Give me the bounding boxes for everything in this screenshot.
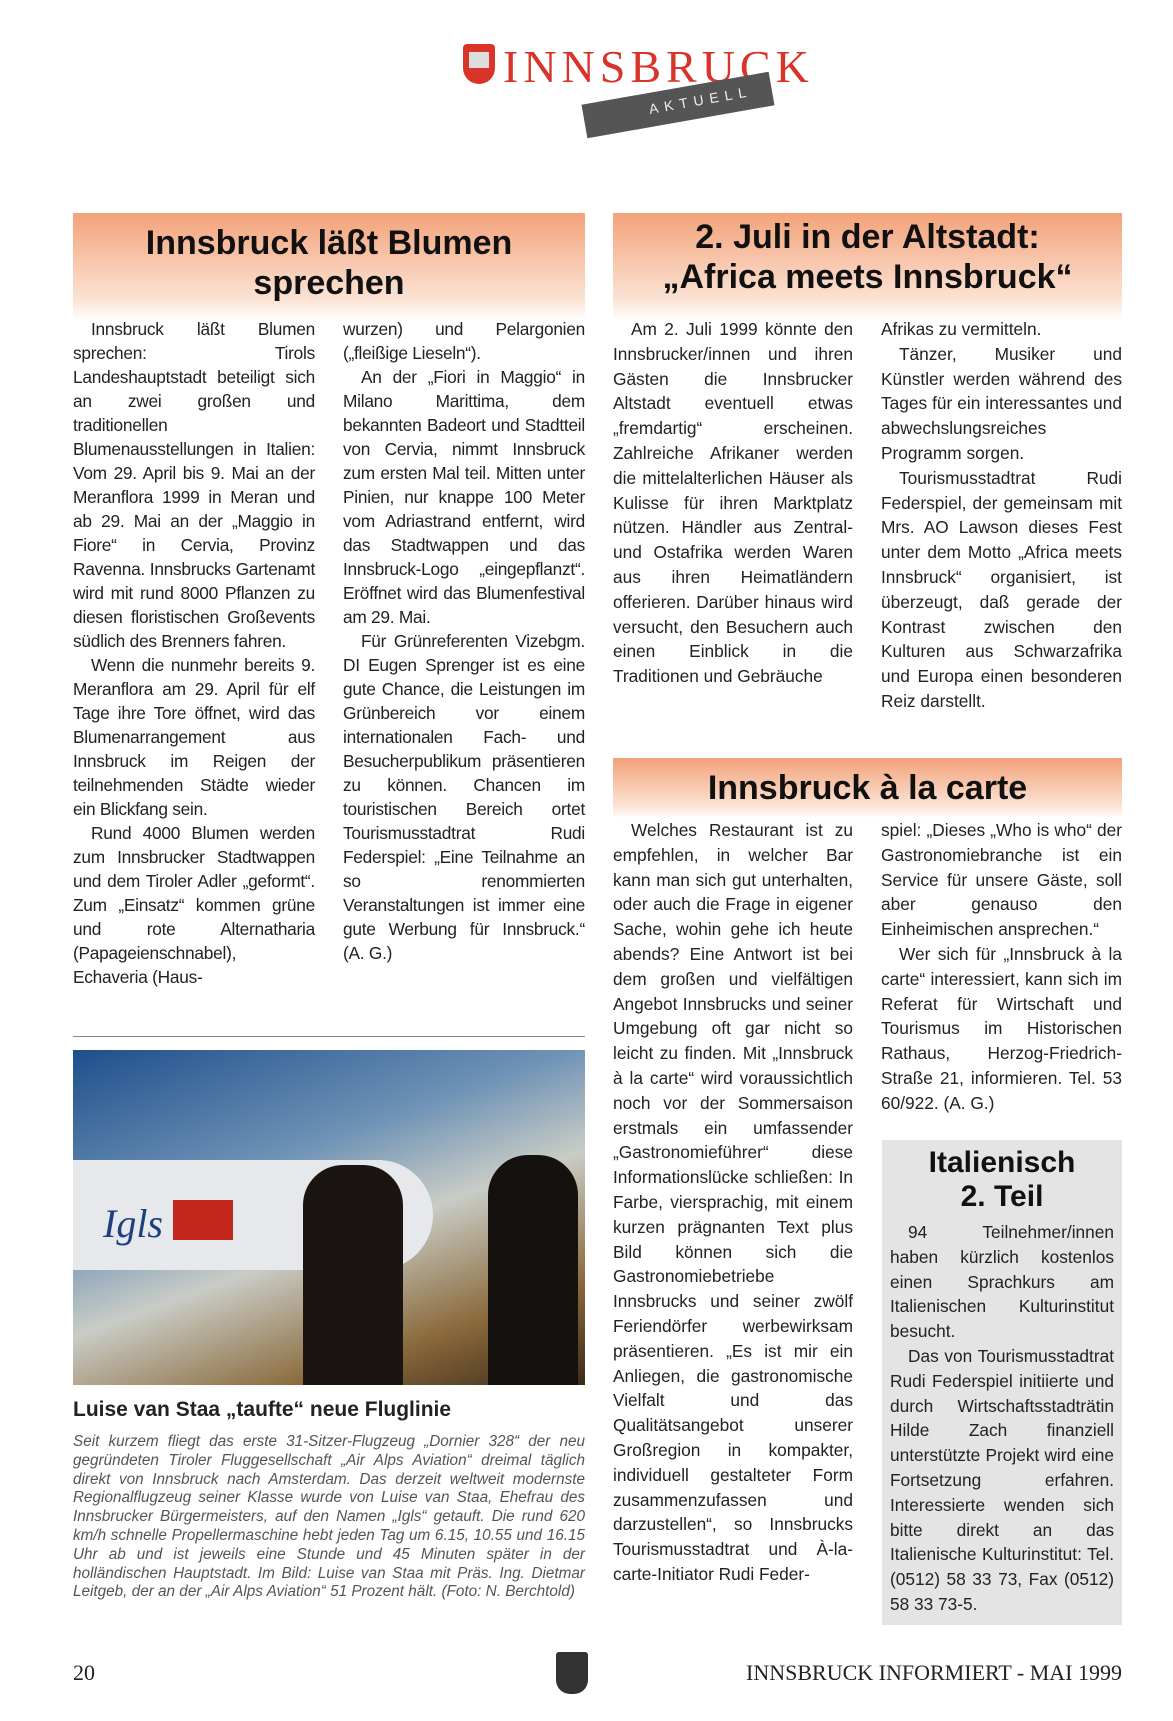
- paragraph: Welches Restaurant ist zu empfehlen, in welcher Bar kann man sich gut unterhalten, oder auch die Frage in eigener Sache, wohin gehe ich heute abends? Eine Antwort ist bei dem großen und vielfältigen Angebot Innsbrucks und seiner Umgebung oft gar nicht so leicht zu finden. Mit „Innsbruck à la carte“ wird voraussichtlich noch vor der Sommersaison erstmals ein umfassender „Gastronomieführer“ diese Informationslücke schließen: In Farbe, viersprachig, mit einem kurzen prägnanten Text plus Bild können sich die Gastronomiebetriebe Innsbrucks und seiner zwölf Feriendörfer werbewirksam präsentieren. „Es ist mir ein Anliegen, die gastronomische Vielfalt und das Qualitätsangebot unserer Großregion in kompakter, individuell gestalteter Form zusammenzufassen und darzustellen“, so Innsbrucks Tourismusstadtrat und À-la-carte-Initiator Rudi Feder-: [613, 820, 853, 1584]
- article1-col1: [73, 317, 315, 989]
- publication-footer: INNSBRUCK INFORMIERT - MAI 1999: [746, 1660, 1122, 1685]
- paragraph: spiel: „Dieses „Who is who“ der Gastronomiebranche ist ein Service für unsere Gäste, soll aber genauso den Einheimischen ansprechen.“: [881, 820, 1122, 940]
- paragraph: An der „Fiori in Maggio“ in Milano Marittima, dem bekannten Badeort und Stadtteil von Cervia, nimmt Innsbruck zum ersten Mal teil. Mitten unter Pinien, nur knappe 100 Meter vom Adriastrand entfernt, wird das Stadtwappen und das Innsbruck-Logo „eingepflanzt“. Eröffnet wird das Blumenfestival am 29. Mai.: [343, 367, 585, 627]
- plane-lettering: Igls: [103, 1201, 163, 1246]
- photo-airplane: [73, 1050, 585, 1385]
- paragraph: Tänzer, Musiker und Künstler werden während des Tages für ein interessantes und abwechslungsreiches Programm sorgen.: [881, 343, 1122, 463]
- coat-of-arms-icon: [463, 44, 495, 84]
- masthead-subtitle: AKTUELL: [581, 72, 774, 138]
- coat-of-arms-icon: [556, 1652, 588, 1694]
- paragraph: Für Grünreferenten Vizebgm. DI Eugen Sprenger ist es eine gute Chance, die Leistungen im Grünbereich vor einem internationalen Fach- und Besucherpublikum präsentieren zu können. Chancen im touristischen Bereich ortet Tourismusstadtrat Rudi Federspiel: „Eine Teilnahme an so renommierten Veranstaltungen ist immer eine gute Werbung für Innsbruck.“ (A. G.): [343, 631, 585, 963]
- person-woman: [303, 1165, 403, 1385]
- paragraph: Wenn die nunmehr bereits 9. Meranflora am 29. April für elf Tage ihre Tore öffnet, wird das Blumenarrangement aus Innsbruck im Reigen der teilnehmenden Städte wieder ein Blickfang sein.: [73, 655, 315, 819]
- article3-col2: [881, 818, 1122, 1116]
- italienisch-box: [882, 1140, 1122, 1625]
- photo-caption: Seit kurzem fliegt das erste 31-Sitzer-Flugzeug „Dornier 328“ der neu gegründeten Tiroler Fluggesellschaft „Air Alps Aviation“ dreimal täglich direkt von Innsbruck nach Amsterdam. Das derzeit weltweit modernste Regionalflugzeug seiner Klasse wurde von Luise van Staa, Ehefrau des Innsbrucker Bürgermeisters, auf den Namen „Igls“ getauft. Die rund 620 km/h schnelle Propellermaschine hebt jeden Tag um 6.15, 10.55 und 16.15 Uhr ab und ist jeweils eine Stunde und 45 Minuten später in der holländischen Hauptstadt. Im Bild: Luise van Staa mit Präs. Ing. Dietmar Leitgeb, der an der „Air Alps Aviation“ 51 Prozent hält. (Foto: N. Berchtold): [73, 1433, 585, 1601]
- divider: [73, 1036, 585, 1037]
- paragraph: Rund 4000 Blumen werden zum Innsbrucker Stadtwappen und dem Tiroler Adler „geformt“. Zum „Einsatz“ kommen grüne und rote Alternatharia (Papageienschnabel), Echaveria (Haus-: [73, 823, 315, 987]
- article1-title: Innsbruck läßt Blumen sprechen: [73, 213, 585, 321]
- title-line: „Africa meets Innsbruck“: [662, 258, 1073, 296]
- article2-col1: [613, 317, 853, 689]
- box-subtitle: 2. Teil: [960, 1180, 1044, 1213]
- person-man: [488, 1155, 578, 1385]
- paragraph: Tourismusstadtrat Rudi Federspiel, der gemeinsam mit Mrs. AO Lawson dieses Fest unter dem Motto „Africa meets Innsbruck“ organisiert, ist überzeugt, daß gerade der Kontrast zwischen den Kulturen aus Schwarzafrika und Europa einen besonderen Reiz darstellt.: [881, 467, 1122, 711]
- article3-title: Innsbruck à la carte: [613, 758, 1122, 818]
- article3-col1: [613, 818, 853, 1587]
- paragraph: Am 2. Juli 1999 könnte den Innsbrucker/innen und ihren Gästen die Innsbrucker Altstadt eventuell etwas „fremdartig“ erscheinen. Zahlreiche Afrikaner werden die mittelalterlichen Häuser als Kulisse für ihren Marktplatz nützen. Händler aus Zentral- und Ostafrika werden Waren aus ihren Heimatländern offerieren. Darüber hinaus wird versucht, den Besuchern auch einen Einblick in die Traditionen und Gebräuche: [613, 319, 853, 687]
- article1-col2: [343, 317, 585, 965]
- title-line: 2. Juli in der Altstadt:: [695, 218, 1040, 256]
- caption-title: Luise van Staa „taufte“ neue Fluglinie: [73, 1398, 452, 1421]
- article2-col2: [881, 317, 1122, 714]
- box-title: Italienisch: [928, 1146, 1076, 1179]
- paragraph: Wer sich für „Innsbruck à la carte“ interessiert, kann sich im Referat für Wirtschaft und Tourismus im Historischen Rathaus, Herzog-Friedrich-Straße 21, informieren. Tel. 53 60/922. (A. G.): [881, 943, 1122, 1113]
- paragraph: Das von Tourismusstadtrat Rudi Federspiel initiierte und durch Wirtschaftsstadträtin Hilde Zach finanziell unterstützte Projekt wird eine Fortsetzung erfahren. Interessierte wenden sich bitte direkt an das Italienische Kulturinstitut: Tel. (0512) 58 33 73, Fax (0512) 58 33 73-5.: [890, 1345, 1114, 1614]
- paragraph: 94 Teilnehmer/innen haben kürzlich kostenlos einen Sprachkurs am Italienischen Kulturinstitut besucht.: [890, 1222, 1114, 1342]
- page-number: 20: [73, 1660, 95, 1685]
- masthead-title: INNSBRUCK: [503, 41, 814, 92]
- innsbruck-logo-on-plane: [173, 1200, 233, 1240]
- masthead-logo: [463, 40, 814, 130]
- paragraph: wurzen) und Pelargonien („fleißige Lieseln“).: [343, 319, 585, 363]
- paragraph: Afrikas zu vermitteln.: [881, 319, 1042, 339]
- article2-title: [613, 213, 1122, 321]
- paragraph: Innsbruck läßt Blumen sprechen: Tirols Landeshauptstadt beteiligt sich an zwei großen und traditionellen Blumenausstellungen in Italien: Vom 29. April bis 9. Mai an der Meranflora 1999 in Meran und ab 29. Mai an der „Maggio in Fiore“ in Cervia, Provinz Ravenna. Innsbrucks Gartenamt wird mit rund 8000 Pflanzen zu diesen floristischen Großevents südlich des Brenners fahren.: [73, 319, 315, 651]
